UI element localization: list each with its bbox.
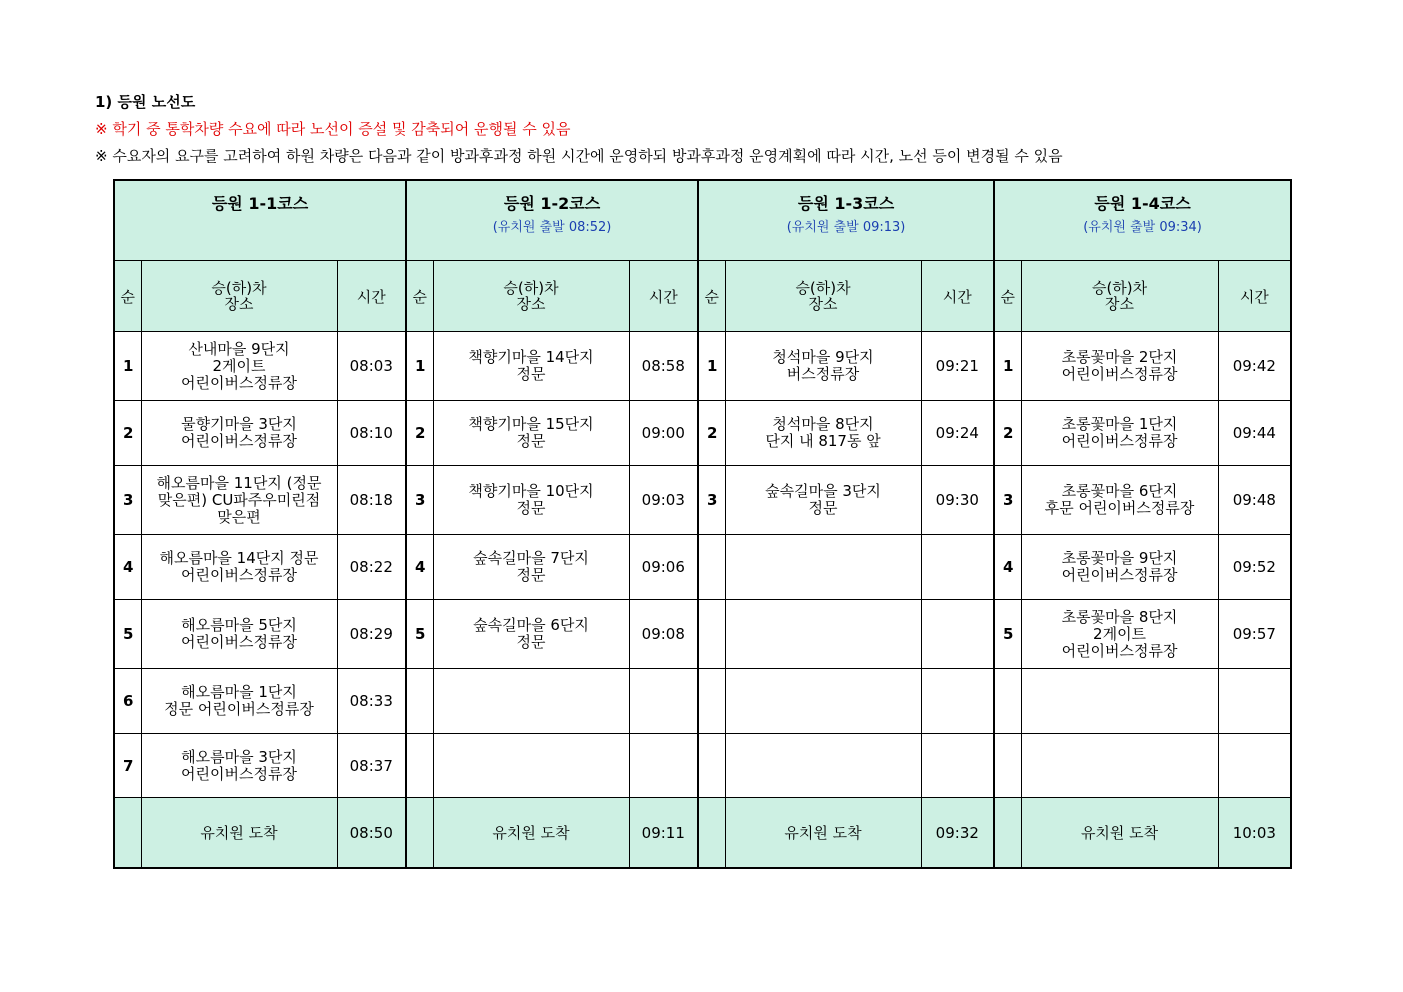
stop-number: 2 [406,401,433,466]
order-header: 순 [406,261,433,332]
stop-time: 09:42 [1218,332,1291,401]
notice-red: ※ 학기 중 통학차량 수요에 따라 노선이 증설 및 감축되어 운행될 수 있음 [95,120,571,138]
stop-number: 2 [698,401,725,466]
stop-time: 09:24 [921,401,994,466]
course-header [114,180,406,261]
stop-time: 09:57 [1218,600,1291,669]
stop-place [725,466,921,535]
place-header-line1: 승(하)차 [211,279,267,297]
stop-place-line: 정문 [516,432,546,450]
stop-place [1021,669,1218,734]
course-title: 등원 1-4코스 [1094,194,1191,213]
stop-number [994,669,1021,734]
stop-place [433,466,629,535]
stop-time: 08:18 [337,466,406,535]
table-row [114,600,1291,669]
place-header [141,261,337,332]
stop-number: 3 [698,466,725,535]
stop-place-line: 어린이버스정류장 [181,432,297,450]
stop-place [1021,734,1218,798]
stop-place-line: 어린이버스정류장 [181,566,297,584]
stop-place-line: 정문 [516,566,546,584]
stop-place-line: 어린이버스정류장 [1061,432,1178,450]
stop-place-line: 숲속길마을 6단지 [473,616,589,634]
stop-place-line: 2게이트 [212,356,266,375]
stop-time [921,535,994,600]
stop-place-line: 해오름마을 14단지 정문 [159,549,319,567]
stop-place [725,600,921,669]
stop-number: 1 [698,332,725,401]
stop-number: 1 [114,332,141,401]
stop-number [698,734,725,798]
stop-time: 08:10 [337,401,406,466]
course-header-row [114,180,1291,261]
table-row [114,734,1291,798]
stop-place-line: 어린이버스정류장 [1061,566,1178,584]
stop-number [406,734,433,798]
time-header: 시간 [337,261,406,332]
stop-time: 08:22 [337,535,406,600]
stop-number [698,669,725,734]
stop-place-line: 정문 어린이버스정류장 [164,700,314,718]
stop-time [921,669,994,734]
place-header-line2: 장소 [808,295,838,313]
stop-place [141,535,337,600]
arrival-label: 유치원 도착 [433,798,629,869]
stop-place-line: 초롱꽃마을 1단지 [1061,415,1178,433]
column-header-row [114,261,1291,332]
stop-number: 5 [406,600,433,669]
stop-number [994,734,1021,798]
stop-place-line: 물향기마을 3단지 [181,415,297,433]
stop-place-line: 초롱꽃마을 2단지 [1061,348,1178,366]
place-header [433,261,629,332]
stop-number: 3 [406,466,433,535]
arrival-blank [698,798,725,869]
stop-place-line: 어린이버스정류장 [1061,641,1178,660]
stop-place-line: 책향기마을 14단지 [468,348,594,366]
stop-place [1021,600,1218,669]
stop-place-line: 버스정류장 [786,365,860,383]
stop-place-line: 책향기마을 15단지 [468,415,594,433]
place-header-line1: 승(하)차 [795,279,851,297]
stop-place-line: 2게이트 [1093,624,1147,643]
stop-number: 7 [114,734,141,798]
route-table [113,179,1292,869]
stop-place-line: 어린이버스정류장 [181,373,297,392]
stop-place-line: 초롱꽃마을 9단지 [1061,549,1178,567]
stop-time: 08:29 [337,600,406,669]
stop-number: 5 [114,600,141,669]
stop-place [433,600,629,669]
stop-number [406,669,433,734]
stop-place-line: 숲속길마을 3단지 [765,482,881,500]
stop-place [433,401,629,466]
stop-place [725,734,921,798]
stop-time: 09:21 [921,332,994,401]
stop-time [1218,734,1291,798]
arrival-time: 09:11 [629,798,698,869]
stop-place-line: 책향기마을 10단지 [468,482,594,500]
stop-time: 09:52 [1218,535,1291,600]
arrival-time: 10:03 [1218,798,1291,869]
arrival-label: 유치원 도착 [725,798,921,869]
table-row [114,466,1291,535]
stop-place-line: 초롱꽃마을 8단지 [1061,607,1178,626]
course-departure: (유치원 출발 09:13) [786,220,906,235]
notice: ※ 수요자의 요구를 고려하여 하원 차량은 다음과 같이 방과후과정 하원 시간에 운영하되 방과후과정 운영계획에 따라 시간, 노선 등이 변경될 수 있음 [95,147,1063,165]
order-header: 순 [114,261,141,332]
stop-place [433,535,629,600]
arrival-blank [994,798,1021,869]
place-header-line1: 승(하)차 [1091,279,1148,297]
order-header: 순 [698,261,725,332]
arrival-label: 유치원 도착 [141,798,337,869]
course-header [698,180,994,261]
place-header-line2: 장소 [224,295,254,313]
stop-place-line: 해오름마을 1단지 [181,683,297,701]
stop-time: 09:03 [629,466,698,535]
stop-place [1021,466,1218,535]
stop-place-line: 산내마을 9단지 [188,339,290,358]
stop-time: 09:48 [1218,466,1291,535]
stop-number: 5 [994,600,1021,669]
stop-place [141,669,337,734]
stop-place-line: 어린이버스정류장 [181,633,297,651]
stop-number: 1 [994,332,1021,401]
stop-time: 08:37 [337,734,406,798]
stop-time [921,600,994,669]
place-header-line2: 장소 [1105,295,1135,313]
stop-place-line: 숲속길마을 7단지 [473,549,589,567]
table-row [114,535,1291,600]
stop-time: 08:58 [629,332,698,401]
stop-place [725,401,921,466]
stop-number: 4 [406,535,433,600]
stop-place-line: 어린이버스정류장 [1061,365,1178,383]
table-row [114,332,1291,401]
place-header [725,261,921,332]
arrival-label: 유치원 도착 [1021,798,1218,869]
stop-number: 4 [994,535,1021,600]
place-header-line1: 승(하)차 [503,279,559,297]
stop-time [1218,669,1291,734]
arrival-blank [114,798,141,869]
stop-place-line: 해오름마을 11단지 (정문 [156,473,322,492]
table-row [114,669,1291,734]
stop-place [141,734,337,798]
stop-place-line: 단지 내 817동 앞 [765,432,881,450]
stop-time [629,734,698,798]
stop-time: 08:03 [337,332,406,401]
time-header: 시간 [1218,261,1291,332]
stop-place-line: 정문 [516,499,546,517]
stop-place-line: 정문 [516,633,546,651]
stop-place-line: 후문 어린이버스정류장 [1044,499,1195,517]
stop-place [433,734,629,798]
stop-place [141,600,337,669]
stop-place-line: 해오름마을 5단지 [181,616,297,634]
arrival-time: 08:50 [337,798,406,869]
stop-place [141,332,337,401]
stop-number: 1 [406,332,433,401]
stop-number: 3 [994,466,1021,535]
stop-place-line: 청석마을 9단지 [772,348,874,366]
stop-place-line: 맞은편) CU파주우미린점 [157,490,321,509]
course-header [994,180,1291,261]
stop-time: 09:30 [921,466,994,535]
stop-place [1021,535,1218,600]
stop-place-line: 해오름마을 3단지 [181,747,297,766]
course-title: 등원 1-2코스 [503,194,601,213]
place-header [1021,261,1218,332]
arrival-row [114,798,1291,869]
stop-place-line: 정문 [516,365,546,383]
course-departure: (유치원 출발 08:52) [492,220,612,235]
stop-place [433,669,629,734]
order-header: 순 [994,261,1021,332]
time-header: 시간 [921,261,994,332]
course-title: 등원 1-3코스 [797,194,895,213]
stop-place-line: 초롱꽃마을 6단지 [1061,482,1178,500]
stop-place [433,332,629,401]
table-row [114,401,1291,466]
stop-place [141,401,337,466]
stop-time: 09:44 [1218,401,1291,466]
stop-place-line: 어린이버스정류장 [181,764,297,783]
course-header [406,180,698,261]
stop-number: 2 [114,401,141,466]
stop-number: 3 [114,466,141,535]
place-header-line2: 장소 [516,295,546,313]
section-title: 1) 등원 노선도 [95,93,196,111]
course-departure: (유치원 출발 09:34) [1083,220,1202,235]
stop-time [629,669,698,734]
stop-time: 08:33 [337,669,406,734]
stop-number: 6 [114,669,141,734]
stop-number: 2 [994,401,1021,466]
stop-number: 4 [114,535,141,600]
stop-time [921,734,994,798]
stop-place [725,669,921,734]
stop-place [725,535,921,600]
stop-number [698,535,725,600]
stop-number [698,600,725,669]
stop-place [725,332,921,401]
stop-place-line: 맞은편 [217,507,261,526]
stop-place [1021,401,1218,466]
time-header: 시간 [629,261,698,332]
course-title: 등원 1-1코스 [211,194,309,213]
arrival-blank [406,798,433,869]
stop-place-line: 정문 [808,499,838,517]
stop-place [141,466,337,535]
stop-time: 09:06 [629,535,698,600]
stop-time: 09:00 [629,401,698,466]
stop-place [1021,332,1218,401]
arrival-time: 09:32 [921,798,994,869]
stop-time: 09:08 [629,600,698,669]
stop-place-line: 청석마을 8단지 [772,415,874,433]
